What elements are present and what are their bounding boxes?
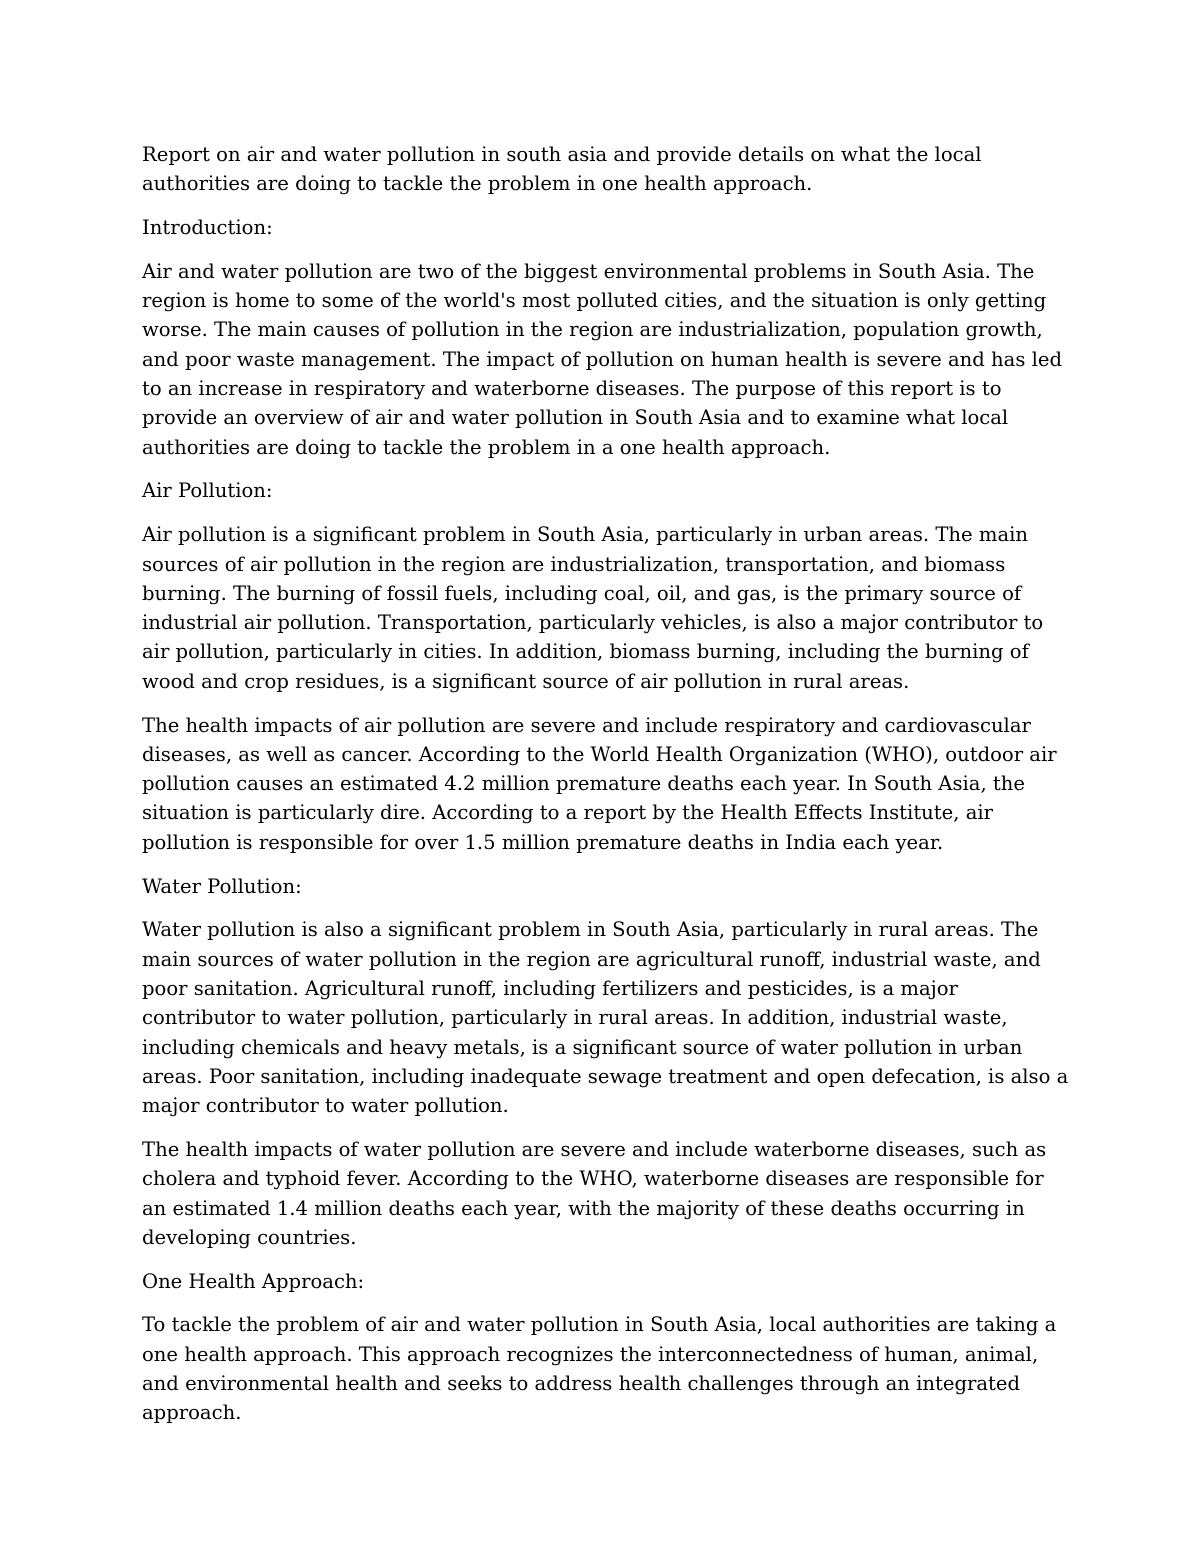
- water-pollution-sources-paragraph: Water pollution is also a significant problem in South Asia, particularly in rural areas. The main sources of water pollution in the region are agricultural runoff, industrial waste, and poor sanitation. Agricultural runoff, including fertilizers and pesticides, is a major contributor to water pollution, particularly in rural areas. In addition, industrial waste, including chemicals and heavy metals, is a significant source of water pollution in urban areas. Poor sanitation, including inadequate sewage treatment and open defecation, is also a major contributor to water pollution.: [142, 918, 1069, 1118]
- one-health-paragraph: To tackle the problem of air and water pollution in South Asia, local authorities are taking a one health approach. This approach recognizes the interconnectedness of human, animal, and environmental health and seeks to address health challenges through an integrated approach.: [142, 1313, 1057, 1425]
- report-title-paragraph: Report on air and water pollution in south asia and provide details on what the local authorities are doing to tackle the problem in one health approach.: [142, 143, 982, 196]
- one-health-heading: One Health Approach:: [142, 1269, 365, 1293]
- water-pollution-health-paragraph: The health impacts of water pollution are severe and include waterborne diseases, such as cholera and typhoid fever. According to the WHO, waterborne diseases are responsible for an estimated 1.4 million deaths each year, with the majority of these deaths occurring in developing countries.: [142, 1137, 1047, 1249]
- introduction-paragraph: Air and water pollution are two of the biggest environmental problems in South Asia. The region is home to some of the world's most polluted cities, and the situation is only getting worse. The main causes of pollution in the region are industrialization, population growth, and poor waste management. The impact of pollution on human health is severe and has led to an increase in respiratory and waterborne diseases. The purpose of this report is to provide an overview of air and water pollution in South Asia and to examine what local authorities are doing to tackle the problem in a one health approach.: [142, 259, 1063, 459]
- air-pollution-health-paragraph: The health impacts of air pollution are severe and include respiratory and cardiovascular diseases, as well as cancer. According to the World Health Organization (WHO), outdoor air pollution causes an estimated 4.2 million premature deaths each year. In South Asia, the situation is particularly dire. According to a report by the Health Effects Institute, air pollution is responsible for over 1.5 million premature deaths in India each year.: [142, 713, 1057, 854]
- air-pollution-heading: Air Pollution:: [142, 479, 273, 503]
- introduction-heading: Introduction:: [142, 216, 273, 240]
- water-pollution-heading: Water Pollution:: [142, 874, 302, 898]
- air-pollution-sources-paragraph: Air pollution is a significant problem in South Asia, particularly in urban areas. The main sources of air pollution in the region are industrialization, transportation, and biomass burning. The burning of fossil fuels, including coal, oil, and gas, is the primary source of industrial air pollution. Transportation, particularly vehicles, is also a major contributor to air pollution, particularly in cities. In addition, biomass burning, including the burning of wood and crop residues, is a significant source of air pollution in rural areas.: [142, 523, 1044, 693]
